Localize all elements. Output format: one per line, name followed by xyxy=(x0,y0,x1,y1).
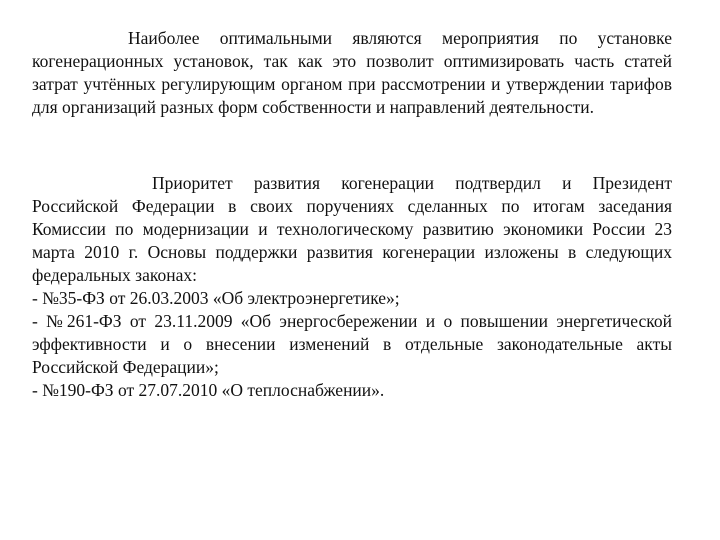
text-section-2 xyxy=(32,172,672,402)
text-section-1 xyxy=(32,27,672,119)
law-item-261-fz: - №261-ФЗ от 23.11.2009 «Об энергосбережении и о повышении энергетической эффективности и о внесении изменений в отдельные законодательные акты Российской Федерации»; xyxy=(32,311,672,377)
paragraph-optimal-measures: Наиболее оптимальными являются мероприятия по установке когенерационных установок, так как это позволит оптимизировать часть статей затрат учтённых регулирующим органом при рассмотрении и утверждении тарифов для организаций разных форм собственности и направлений деятельности. xyxy=(32,28,672,117)
law-item-190-fz: - №190-ФЗ от 27.07.2010 «О теплоснабжении». xyxy=(32,380,385,400)
law-item-35-fz: - №35-ФЗ от 26.03.2003 «Об электроэнергетике»; xyxy=(32,288,400,308)
paragraph-cogeneration-priority: Приоритет развития когенерации подтвердил и Президент Российской Федерации в своих поручениях сделанных по итогам заседания Комиссии по модернизации и технологическому развитию экономики России 23 марта 2010 г. Основы поддержки развития когенерации изложены в следующих федеральных законах: xyxy=(32,173,672,285)
